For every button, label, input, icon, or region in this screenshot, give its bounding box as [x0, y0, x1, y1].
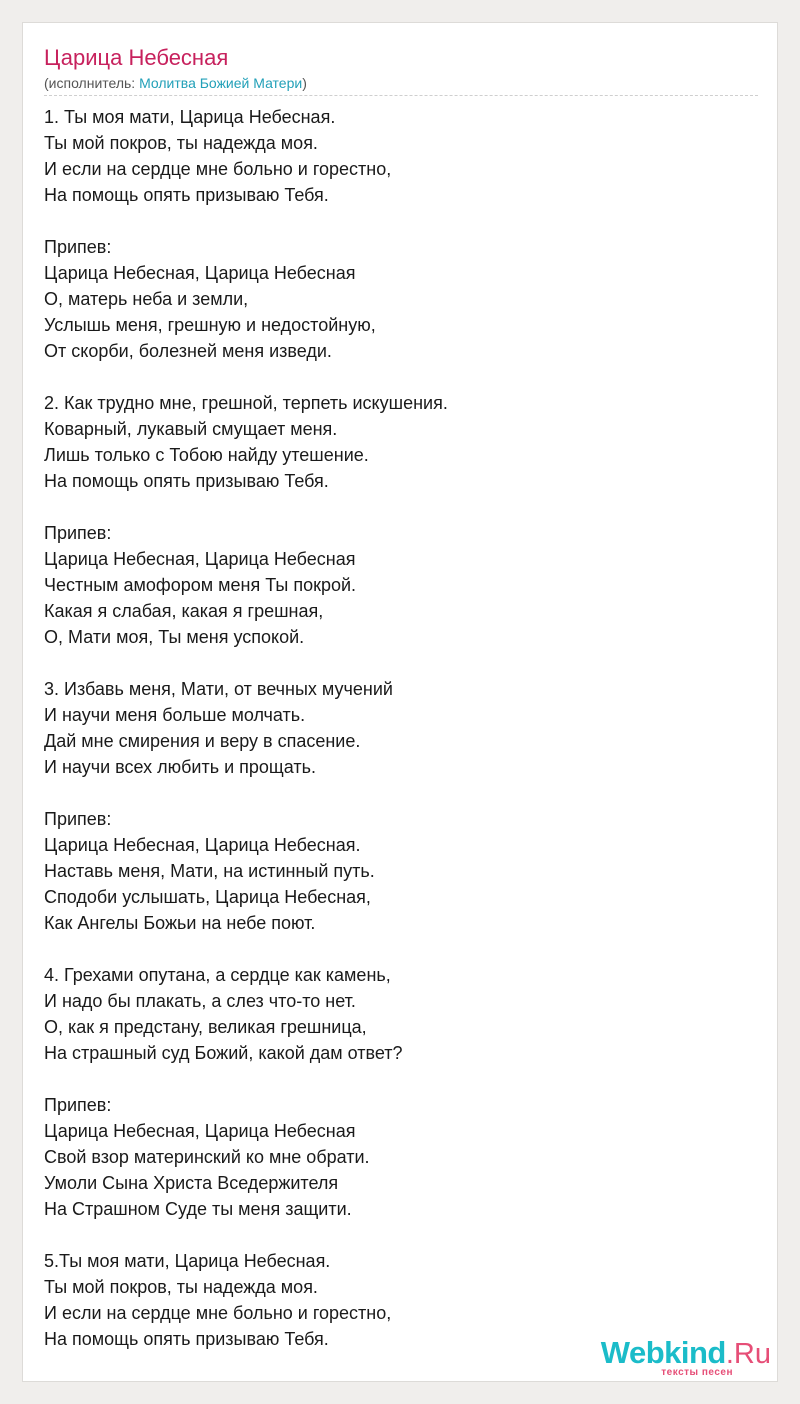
lyrics-line: Дай мне смирения и веру в спасение. [44, 731, 361, 751]
lyrics-line: Припев: [44, 809, 112, 829]
lyrics-line: О, Мати моя, Ты меня успокой. [44, 627, 305, 647]
lyrics-line: И научи меня больше молчать. [44, 705, 306, 725]
lyrics-line: 1. Ты моя мати, Царица Небесная. [44, 107, 336, 127]
artist-prefix: (исполнитель: [44, 75, 140, 91]
lyrics-line: Умоли Сына Христа Вседержителя [44, 1173, 339, 1193]
lyrics-line: Припев: [44, 523, 112, 543]
logo-tld: .Ru [725, 1338, 771, 1370]
lyrics-line: Какая я слабая, какая я грешная, [44, 601, 324, 621]
lyrics-stanza [44, 806, 448, 936]
lyrics-line: И надо бы плакать, а слез что-то нет. [44, 991, 356, 1011]
lyrics-stanza [44, 234, 448, 364]
lyrics-line: Услышь меня, грешную и недостойную, [44, 315, 376, 335]
lyrics-card [22, 22, 778, 1382]
title-divider [44, 95, 758, 96]
logo-tagline: тексты песен [661, 1367, 733, 1378]
song-title: Царица Небесная [44, 45, 229, 70]
lyrics-line: Наставь меня, Мати, на истинный путь. [44, 861, 375, 881]
lyrics-line: Сподоби услышать, Царица Небесная, [44, 887, 371, 907]
lyrics-line: Царица Небесная, Царица Небесная [44, 549, 356, 569]
lyrics-line: Коварный, лукавый смущает меня. [44, 419, 338, 439]
lyrics-line: Царица Небесная, Царица Небесная [44, 1121, 356, 1141]
lyrics-line: На страшный суд Божий, какой дам ответ? [44, 1043, 403, 1063]
lyrics-line: Царица Небесная, Царица Небесная. [44, 835, 361, 855]
lyrics-line: И научи всех любить и прощать. [44, 757, 316, 777]
lyrics-stanza [44, 520, 448, 650]
lyrics-line: 2. Как трудно мне, грешной, терпеть искушения. [44, 393, 448, 413]
lyrics-line: На помощь опять призываю Тебя. [44, 1329, 329, 1349]
lyrics-line: Царица Небесная, Царица Небесная [44, 263, 356, 283]
lyrics-stanza [44, 962, 448, 1066]
lyrics-line: Ты мой покров, ты надежда моя. [44, 1277, 318, 1297]
lyrics-line: Честным амофором меня Ты покрой. [44, 575, 357, 595]
lyrics-line: Ты мой покров, ты надежда моя. [44, 133, 318, 153]
lyrics-line: На помощь опять призываю Тебя. [44, 471, 329, 491]
lyrics-stanza [44, 1248, 448, 1352]
lyrics-line: На помощь опять призываю Тебя. [44, 185, 329, 205]
lyrics-line: И если на сердце мне больно и горестно, [44, 1303, 392, 1323]
lyrics-line: На Страшном Суде ты меня защити. [44, 1199, 352, 1219]
lyrics-line: Припев: [44, 1095, 112, 1115]
artist-line [44, 74, 307, 92]
lyrics-body [44, 104, 448, 1352]
lyrics-line: О, матерь неба и земли, [44, 289, 249, 309]
lyrics-line: Припев: [44, 237, 112, 257]
logo-brand: Webkind [600, 1335, 726, 1370]
lyrics-line: Свой взор материнский ко мне обрати. [44, 1147, 370, 1167]
artist-link[interactable]: Молитва Божией Матери [139, 75, 303, 91]
lyrics-stanza [44, 1092, 448, 1222]
lyrics-line: От скорби, болезней меня изведи. [44, 341, 332, 361]
lyrics-line: О, как я предстану, великая грешница, [44, 1017, 367, 1037]
lyrics-line: 3. Избавь меня, Мати, от вечных мучений [44, 679, 393, 699]
lyrics-stanza [44, 104, 448, 208]
lyrics-stanza [44, 390, 448, 494]
lyrics-line: 4. Грехами опутана, а сердце как камень, [44, 965, 391, 985]
lyrics-line: Лишь только с Тобою найду утешение. [44, 445, 369, 465]
lyrics-line: И если на сердце мне больно и горестно, [44, 159, 392, 179]
lyrics-line: 5.Ты моя мати, Царица Небесная. [44, 1251, 331, 1271]
lyrics-stanza [44, 676, 448, 780]
webkind-logo [601, 1337, 771, 1378]
artist-suffix: ) [302, 75, 307, 91]
lyrics-line: Как Ангелы Божьи на небе поют. [44, 913, 316, 933]
